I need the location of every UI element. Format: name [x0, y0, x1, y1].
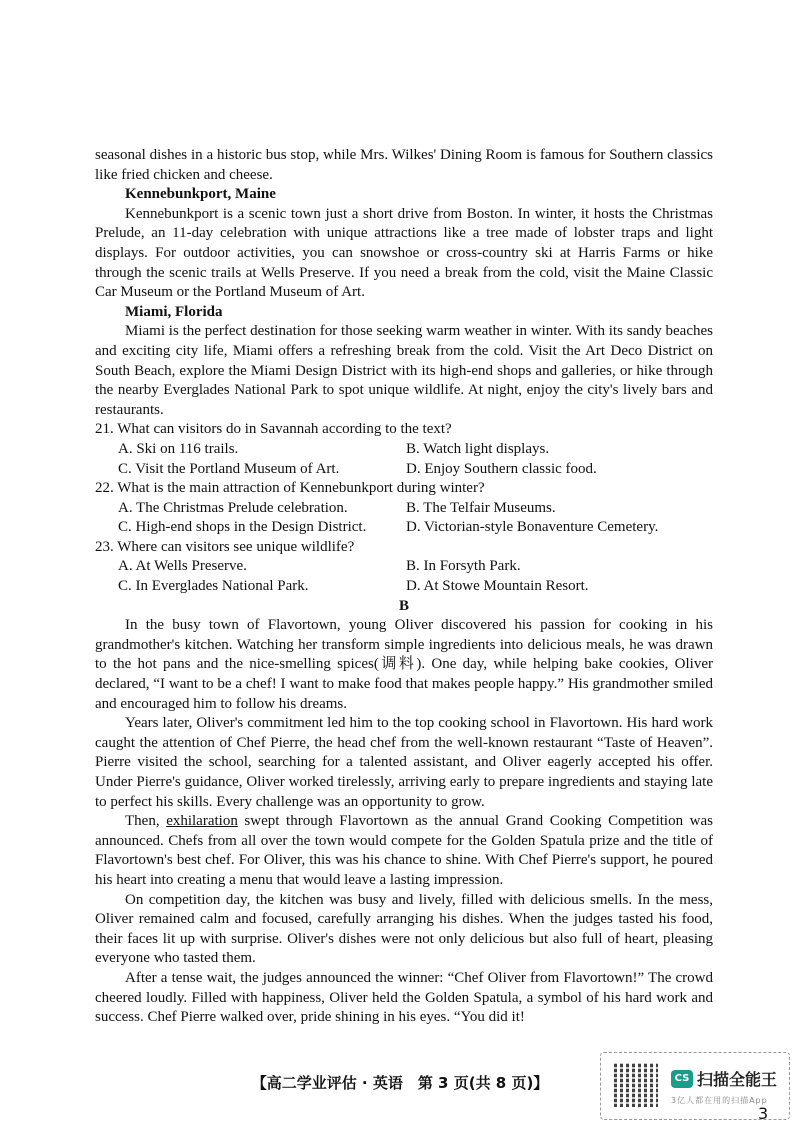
option: D. Enjoy Southern classic food. [406, 460, 597, 477]
option: C. In Everglades National Park. [118, 578, 309, 595]
paragraph: In the busy town of Flavortown, young Oliver discovered his passion for cooking in his grandmother's kitchen. Watching her transform simple ingredients into delicious meals, he was drawn to the hot pans and the nice-smelling spices(调料). One day, while helping bake cookies, Oliver declared, “I want to be a chef! I want to make food that makes people happy.” His grandmother smiled and encouraged him to follow his dreams. [95, 617, 713, 712]
option: A. At Wells Preserve. [118, 558, 247, 575]
paragraph: Years later, Oliver's commitment led him to the top cooking school in Flavortown. His hard work caught the attention of Chef Pierre, the head chef from the well-known restaurant “Taste of Heaven”. Pierre visited the school, searching for a talented assistant, and Oliver eagerly accepted his offer. Under Pierre's guidance, Oliver worked tirelessly, arriving early to prepare ingredients and staying late to perfect his skills. Every challenge was an opportunity to grow. [95, 715, 713, 810]
option: D. Victorian-style Bonaventure Cemetery. [406, 519, 659, 536]
section-label: B [398, 597, 409, 614]
page-number: 3 [758, 1104, 769, 1123]
watermark-tagline: 3亿人都在用的扫描App [671, 1096, 768, 1105]
section-heading: Kennebunkport, Maine [125, 186, 276, 203]
camscanner-logo-icon: CS [671, 1070, 693, 1088]
section-heading: Miami, Florida [125, 303, 223, 320]
qr-code-icon [614, 1063, 658, 1107]
watermark-brand: 扫描全能王 [697, 1070, 778, 1089]
question-stem: 22. What is the main attraction of Kennebunkport during winter? [95, 480, 485, 497]
paragraph: seasonal dishes in a historic bus stop, while Mrs. Wilkes' Dining Room is famous for Southern classics like fried chicken and cheese. [95, 147, 713, 183]
option: C. High-end shops in the Design District. [118, 519, 367, 536]
page-footer: 【高二学业评估 · 英语 第 3 页(共 8 页)】 [251, 1074, 549, 1092]
underlined-word: exhilaration [166, 813, 238, 830]
option: B. The Telfair Museums. [406, 499, 556, 516]
paragraph: Miami is the perfect destination for those seeking warm weather in winter. With its sandy beaches and exciting city life, Miami offers a refreshing break from the cold. Visit the Art Deco District on South Beach, explore the Miami Design District with its high-end shops and galleries, or hike through the nearby Everglades National Park to spot unique wildlife. At night, enjoy the city's lively bars and restaurants. [95, 323, 713, 418]
document-body [95, 146, 713, 1028]
option: C. Visit the Portland Museum of Art. [118, 460, 340, 477]
question-22 [95, 479, 713, 538]
text: swept through Flavortown as the annual Grand Cooking Competition was announced. Chefs from all over the town would compete for the Golden Spatula prize and the title of Flavortown's best chef. For Oliver, this was his chance to shine. With Chef Pierre's support, he poured his heart into creating a menu that would leave a lasting impression. [95, 813, 714, 888]
option: A. Ski on 116 trails. [118, 440, 239, 457]
question-stem: 23. Where can visitors see unique wildlife? [95, 538, 355, 555]
text: Then, [125, 813, 167, 830]
question-stem: 21. What can visitors do in Savannah according to the text? [95, 421, 452, 438]
option: A. The Christmas Prelude celebration. [118, 499, 348, 516]
option: B. Watch light displays. [406, 440, 550, 457]
paragraph [95, 812, 713, 890]
paragraph: After a tense wait, the judges announced the winner: “Chef Oliver from Flavortown!” The crowd cheered loudly. Filled with happiness, Oliver held the Golden Spatula, a symbol of his hard work and success. Chef Pierre walked over, pride shining in his eyes. “You did it! [95, 969, 713, 1026]
question-21 [95, 420, 713, 479]
option: D. At Stowe Mountain Resort. [406, 578, 589, 595]
paragraph: Kennebunkport is a scenic town just a short drive from Boston. In winter, it hosts the Christmas Prelude, an 11-day celebration with unique attractions like a tree made of lobster traps and light displays. For outdoor activities, you can snowshoe or cross-country ski at Harris Farms or hike through the scenic trails at Wells Preserve. If you need a break from the cold, visit the Maine Classic Car Museum or the Portland Museum of Art. [95, 205, 713, 301]
question-23 [95, 538, 713, 597]
paragraph: On competition day, the kitchen was busy and lively, filled with delicious smells. In the mess, Oliver remained calm and focused, carefully arranging his dishes. When the judges tasted his food, their faces lit up with surprise. Oliver's dishes were not only delicious but also full of heart, pleasing everyone who tasted them. [95, 891, 713, 967]
option: B. In Forsyth Park. [406, 558, 521, 575]
